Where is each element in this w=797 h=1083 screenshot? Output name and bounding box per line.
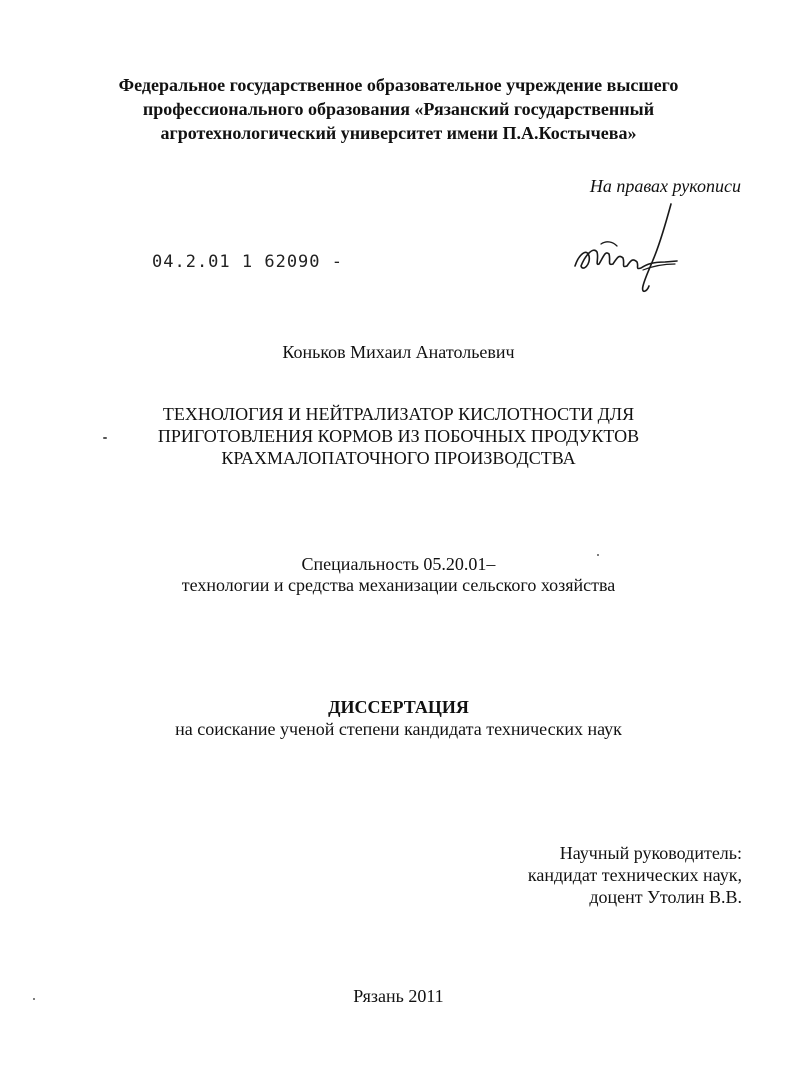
specialty-code: Специальность 05.20.01– bbox=[301, 554, 496, 574]
author-signature bbox=[573, 200, 683, 296]
city-year: Рязань 2011 bbox=[353, 986, 444, 1006]
title-line-2: ПРИГОТОВЛЕНИЯ КОРМОВ ИЗ ПОБОЧНЫХ ПРОДУКТОВ bbox=[157, 426, 640, 446]
title-line-1: ТЕХНОЛОГИЯ И НЕЙТРАЛИЗАТОР КИСЛОТНОСТИ ДЛЯ bbox=[162, 404, 635, 424]
dissertation-heading: ДИССЕРТАЦИЯ bbox=[328, 697, 469, 717]
manuscript-rights-note: На правах рукописи bbox=[589, 176, 741, 196]
supervisor-label: Научный руководитель: bbox=[559, 843, 742, 863]
author-name: Коньков Михаил Анатольевич bbox=[282, 342, 515, 362]
institution-header bbox=[0, 73, 797, 145]
scan-speck bbox=[597, 554, 599, 556]
inventory-number-stamp: 04.2.01 1 62090 - bbox=[152, 252, 343, 272]
supervisor-degree: кандидат технических наук, bbox=[527, 865, 742, 885]
dissertation-title bbox=[0, 403, 797, 469]
institution-line-2: профессионального образования «Рязанский государственный bbox=[142, 99, 655, 119]
specialty-name: технологии и средства механизации сельского хозяйства bbox=[181, 575, 616, 595]
supervisor-block bbox=[528, 842, 742, 908]
scan-speck bbox=[103, 437, 107, 439]
supervisor-name: доцент Утолин В.В. bbox=[589, 887, 742, 907]
title-line-3: КРАХМАЛОПАТОЧНОГО ПРОИЗВОДСТВА bbox=[221, 448, 576, 468]
specialty-block bbox=[0, 554, 797, 596]
degree-statement: на соискание ученой степени кандидата технических наук bbox=[175, 719, 622, 739]
institution-line-1: Федеральное государственное образовательное учреждение высшего bbox=[118, 75, 679, 95]
institution-line-3: агротехнологический университет имени П.А.Костычева» bbox=[160, 123, 637, 143]
scan-speck bbox=[33, 998, 35, 1000]
dissertation-type-block bbox=[0, 696, 797, 740]
